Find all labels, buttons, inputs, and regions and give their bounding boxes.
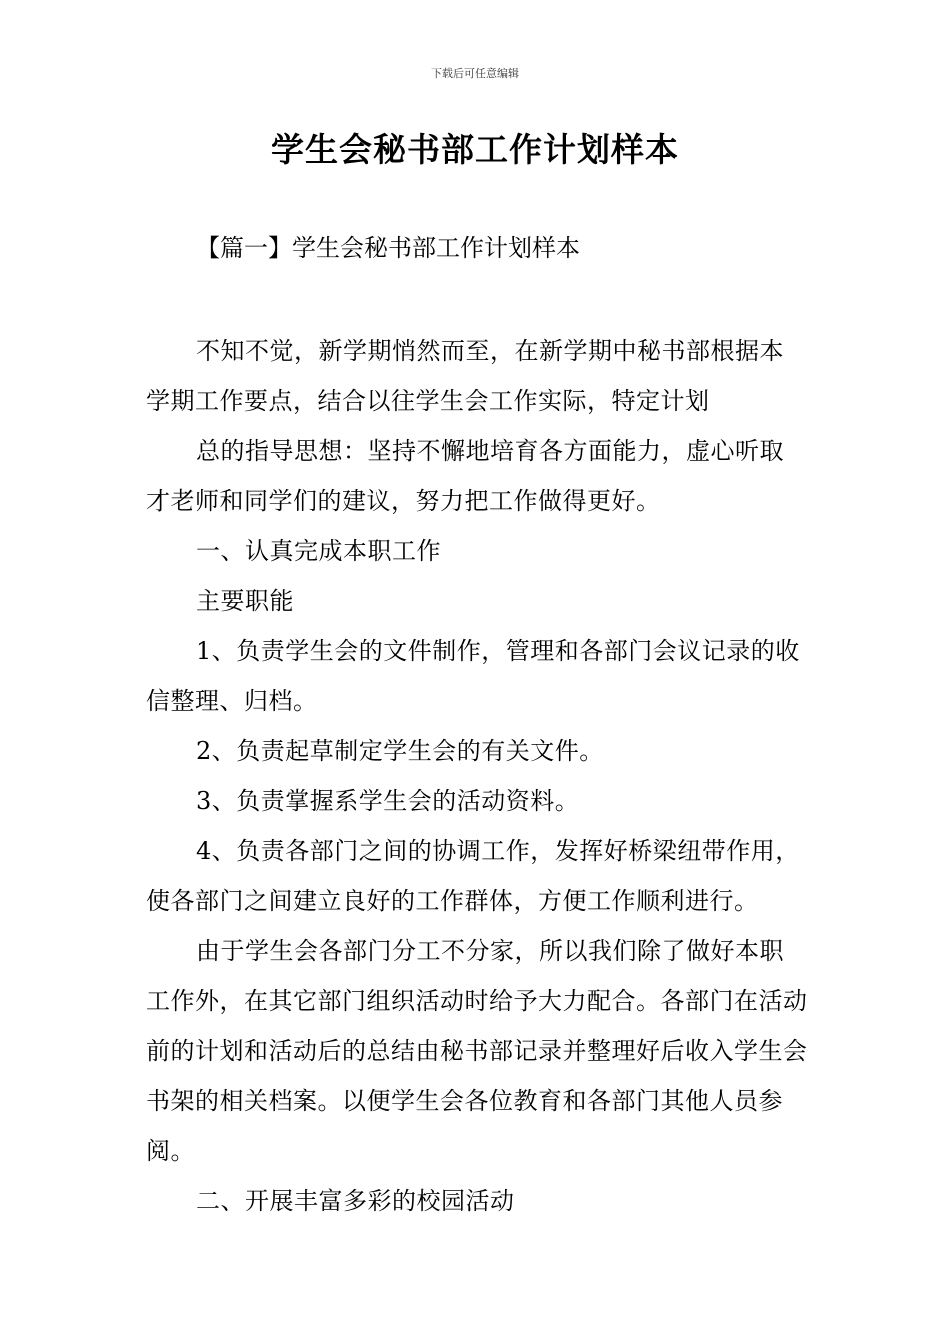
paragraph-cooperation: 由于学生会各部门分工不分家，所以我们除了做好本职工作外，在其它部门组织活动时给予大力配合。各部门在活动前的计划和活动后的总结由秘书部记录并整理好后收入学生会书架的相关档案。以便学生会各位教育和各部门其他人员参阅。 [146, 937, 808, 1165]
paragraph-main-functions: 主要职能 [196, 587, 294, 615]
section-heading: 【篇一】学生会秘书部工作计划样本 [196, 234, 580, 262]
paragraph-guiding-idea: 总的指导思想：坚持不懈地培育各方面能力，虚心听取才老师和同学们的建议，努力把工作做得更好。 [146, 437, 784, 515]
paragraph-item-1: 1、负责学生会的文件制作，管理和各部门会议记录的收信整理、归档。 [146, 637, 800, 715]
paragraph-item-2: 2、负责起草制定学生会的有关文件。 [196, 737, 604, 765]
paragraph-intro: 不知不觉，新学期悄然而至，在新学期中秘书部根据本学期工作要点，结合以往学生会工作实际，特定计划 [146, 337, 784, 415]
body-text [146, 326, 808, 1226]
paragraph-item-4: 4、负责各部门之间的协调工作，发挥好桥梁纽带作用，使各部门之间建立良好的工作群体，方便工作顺利进行。 [146, 837, 800, 915]
paragraph-heading-two: 二、开展丰富多彩的校园活动 [196, 1187, 515, 1215]
paragraph-heading-one: 一、认真完成本职工作 [196, 537, 441, 565]
document-title: 学生会秘书部工作计划样本 [271, 130, 679, 169]
paragraph-item-3: 3、负责掌握系学生会的活动资料。 [196, 787, 580, 815]
header-note: 下载后可任意编辑 [431, 67, 519, 80]
